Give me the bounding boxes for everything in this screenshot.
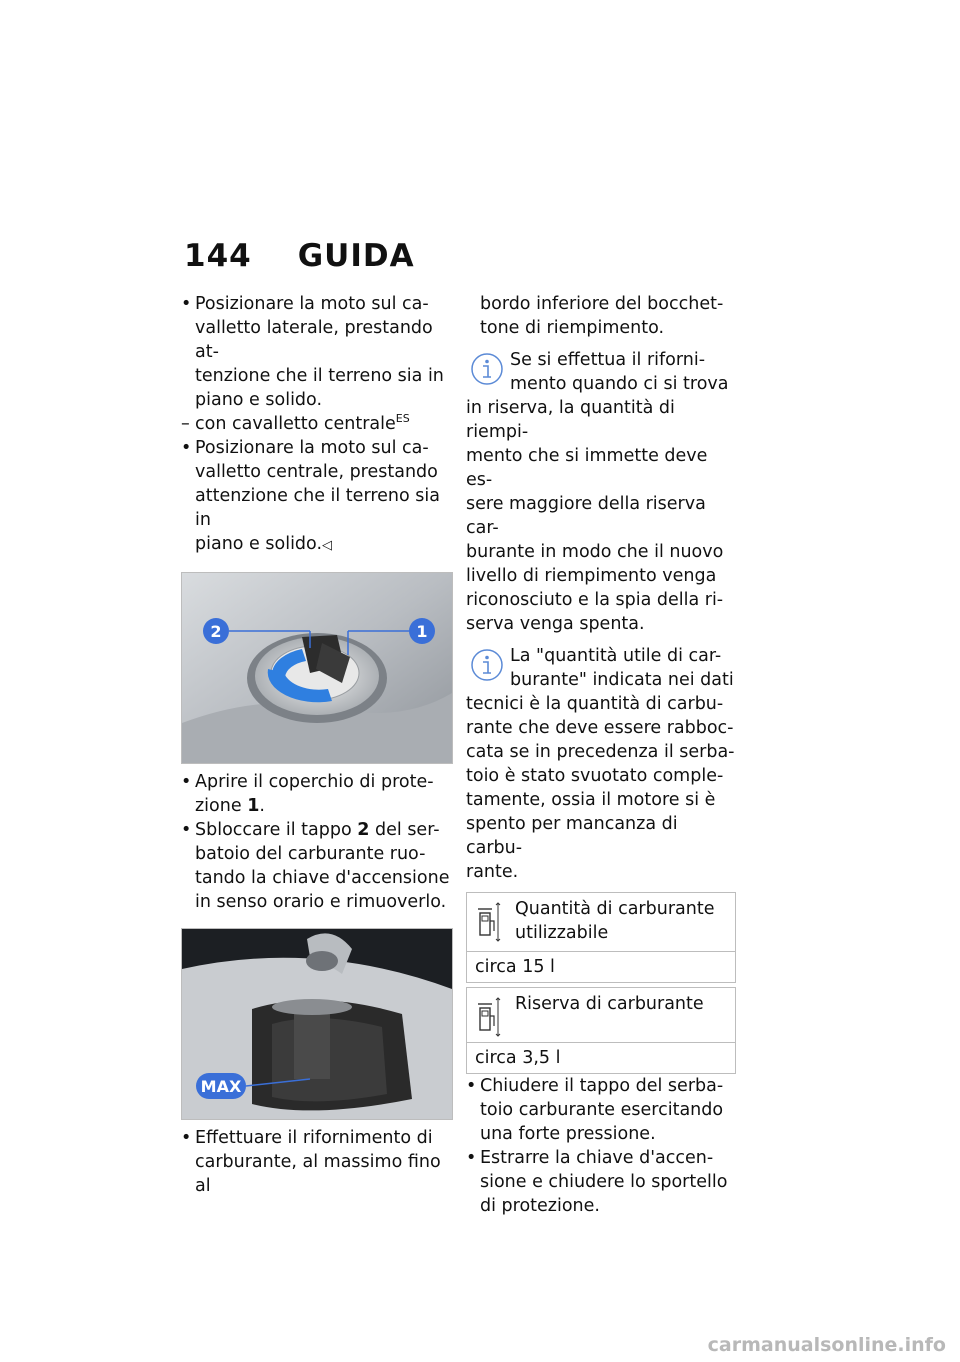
figure-fuel-cap [181, 572, 453, 764]
step-refuel [181, 1126, 456, 1198]
text-line: . [259, 796, 265, 816]
max-label: MAX [200, 1077, 242, 1096]
text-line: • Aprire il coperchio di prote- [195, 772, 434, 792]
callout-1: 1 [416, 622, 428, 641]
text-line: valletto centrale, prestando [195, 462, 438, 482]
text-line: batoio del carburante ruo- [195, 844, 426, 864]
text-line: riconosciuto e la spia della ri- [466, 590, 724, 610]
text-line: carburante, al massimo fino al [195, 1152, 441, 1196]
text-line: Se si effettua il riforni- [510, 350, 706, 370]
info-icon [470, 648, 504, 682]
text-line: attenzione che il terreno sia in [195, 486, 440, 530]
ref-2: 2 [357, 820, 370, 840]
text-line: in riserva, la quantità di riempi- [466, 398, 675, 442]
fuel-filler-illustration [182, 929, 452, 1119]
text-line: tando la chiave d'accensione [195, 868, 450, 888]
step-open-cover [181, 770, 456, 818]
option-superscript: ES [395, 412, 410, 426]
text-line: • Posizionare la moto sul ca- [195, 438, 429, 458]
text-line: Sbloccare il tappo [195, 820, 358, 840]
text-line: piano e solido. [195, 534, 323, 554]
note-reserve [466, 348, 738, 636]
text-line: burante" indicata nei dati [510, 670, 734, 690]
text-line: toio carburante esercitando [480, 1100, 724, 1120]
text-line: Riserva di carburante [515, 994, 704, 1014]
text-line: serva venga spenta. [466, 614, 645, 634]
callout-2: 2 [210, 622, 222, 641]
condition-center-stand [181, 412, 456, 436]
text-line: tone di riempimento. [480, 318, 665, 338]
text-line: tamente, ossia il motore si è [466, 790, 716, 810]
text-line: • Estrarre la chiave d'accen- [480, 1148, 714, 1168]
fuel-cap-illustration [182, 573, 452, 763]
text-line: • Effettuare il rifornimento di [195, 1128, 433, 1148]
text-line: bordo inferiore del bocchet- [480, 294, 724, 314]
figure-fuel-max [181, 928, 453, 1120]
text-line: Quantità di carburante [515, 899, 715, 919]
step-refuel-continued [466, 292, 738, 340]
left-column [181, 292, 456, 1198]
spec-usable-fuel [466, 892, 736, 983]
spec-value: circa 15 l [475, 957, 555, 977]
watermark: carmanualsonline.info [707, 1334, 946, 1356]
end-mark-icon: ◁ [322, 538, 333, 553]
ref-1: 1 [247, 796, 260, 816]
text-line: spento per mancanza di carbu- [466, 814, 678, 858]
step-side-stand [181, 292, 456, 412]
section-title: GUIDA [297, 238, 415, 274]
text-line: mento quando ci si trova [510, 374, 729, 394]
fuel-pump-icon [477, 901, 503, 943]
note-usable-quantity [466, 644, 738, 884]
text-line: zione [195, 796, 248, 816]
text-line: livello di riempimento venga [466, 566, 717, 586]
text-line: rante. [466, 862, 519, 882]
text-line: una forte pressione. [480, 1124, 656, 1144]
text-line: • Posizionare la moto sul ca- [195, 294, 429, 314]
text-line: rante che deve essere rabboc- [466, 718, 734, 738]
text-line: • Chiudere il tappo del serba- [480, 1076, 724, 1096]
page-number: 144 [184, 238, 252, 274]
text-line: piano e solido. [195, 390, 323, 410]
text-line: mento che si immette deve es- [466, 446, 708, 490]
text-line: valletto laterale, prestando at- [195, 318, 433, 362]
text-line: burante in modo che il nuovo [466, 542, 724, 562]
text-line: sione e chiudere lo sportello [480, 1172, 728, 1192]
step-close-cap [466, 1074, 738, 1146]
text-line: di protezione. [480, 1196, 600, 1216]
text-line: in senso orario e rimuoverlo. [195, 892, 447, 912]
text-line: del ser- [369, 820, 440, 840]
fuel-pump-icon [477, 996, 503, 1038]
info-icon [470, 352, 504, 386]
text-line: tecnici è la quantità di carbu- [466, 694, 724, 714]
step-unlock-cap [181, 818, 456, 914]
step-remove-key [466, 1146, 738, 1218]
spec-value: circa 3,5 l [475, 1048, 561, 1068]
text-line: La "quantità utile di car- [510, 646, 722, 666]
step-center-stand [181, 436, 456, 558]
text-line: con cavalletto centrale [195, 414, 396, 434]
page-header [184, 238, 415, 274]
text-line: tenzione che il terreno sia in [195, 366, 444, 386]
text-line: toio è stato svuotato comple- [466, 766, 724, 786]
text-line: cata se in precedenza il serba- [466, 742, 735, 762]
spec-reserve-fuel [466, 987, 736, 1074]
right-column [466, 292, 738, 1218]
text-line: utilizzabile [515, 923, 609, 943]
text-line: sere maggiore della riserva car- [466, 494, 706, 538]
